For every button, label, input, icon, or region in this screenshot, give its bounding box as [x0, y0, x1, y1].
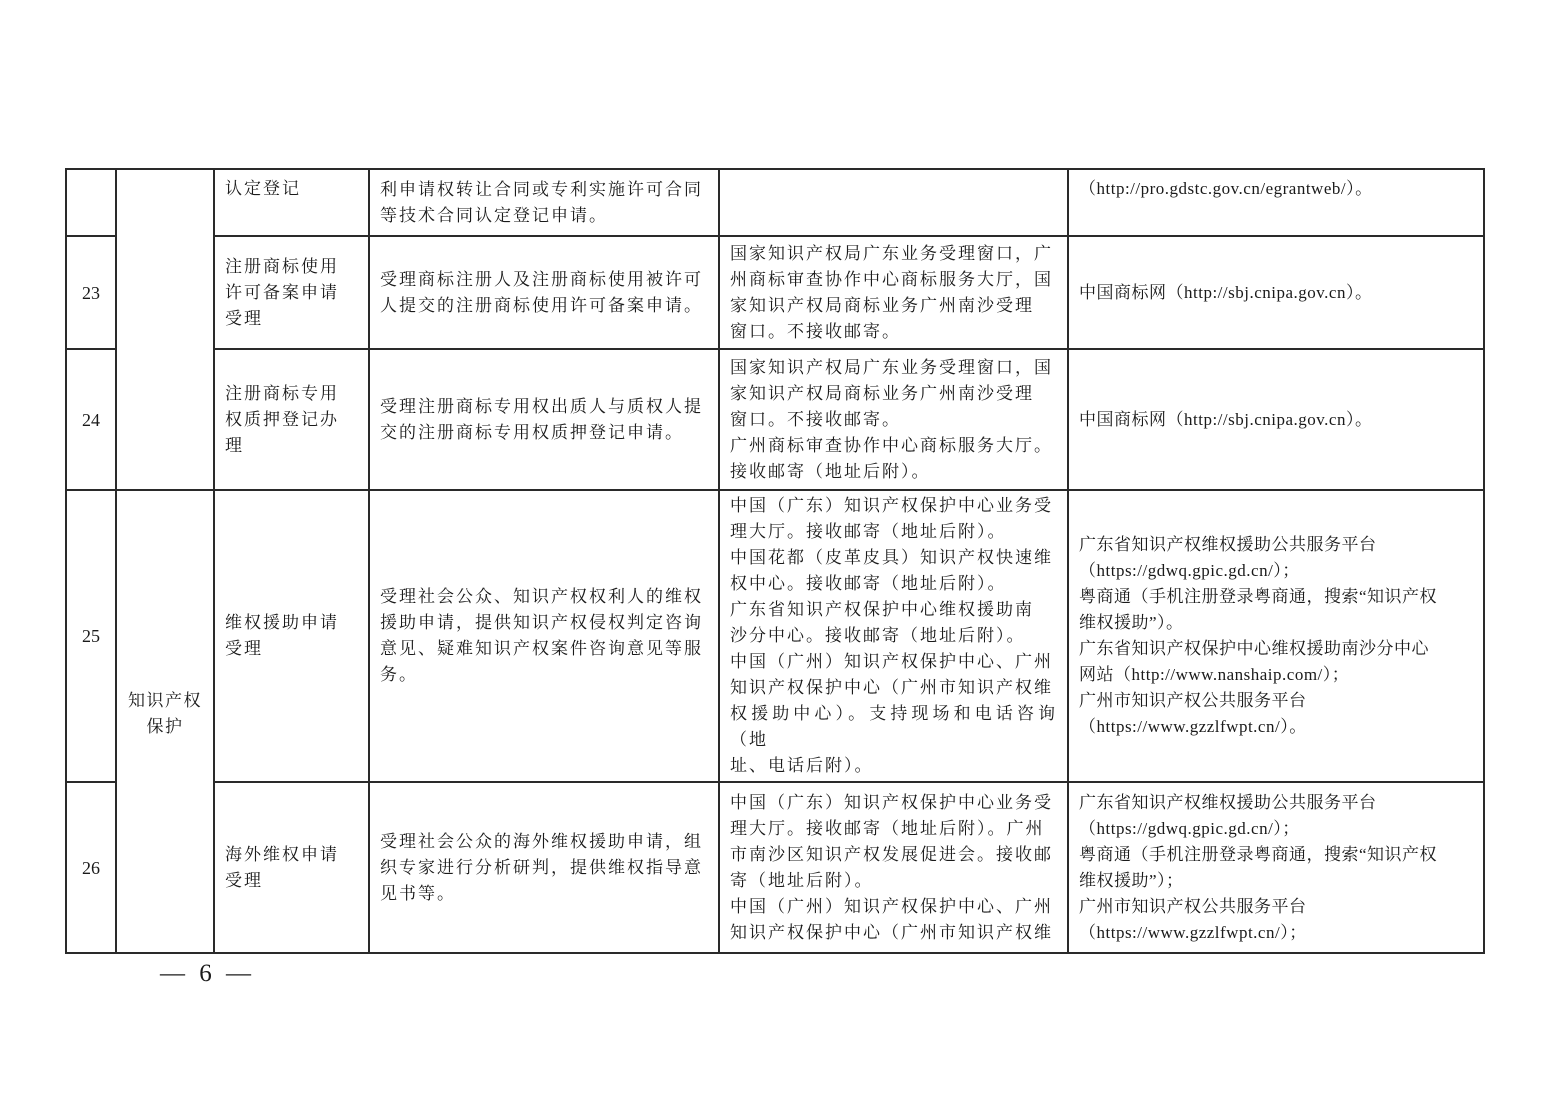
- row-number-cell: 26: [66, 782, 116, 953]
- content-text: 受理社会公众、知识产权权利人的维权 援助申请，提供知识产权侵权判定咨询 意见、疑难知识产权案件咨询意见等服 务。: [380, 587, 703, 685]
- row-number-cell: 23: [66, 236, 116, 349]
- location-text: 国家知识产权局广东业务受理窗口，广 州商标审查协作中心商标服务大厅，国 家知识产权局商标业务广州南沙受理 窗口。不接收邮寄。: [730, 243, 1053, 342]
- content-cell: [369, 236, 719, 349]
- category-cell-empty: [116, 169, 214, 490]
- website-cell: [1068, 782, 1484, 953]
- content-cell: [369, 490, 719, 782]
- location-cell: [719, 169, 1068, 236]
- website-cell: [1068, 236, 1484, 349]
- row-number-cell: 25: [66, 490, 116, 782]
- location-cell: [719, 349, 1068, 490]
- website-text: （http://pro.gdstc.gov.cn/egrantweb/）。: [1079, 179, 1373, 198]
- row-number-cell: 24: [66, 349, 116, 490]
- location-cell: [719, 782, 1068, 953]
- item-cell: [214, 782, 369, 953]
- item-text: 认定登记: [225, 179, 301, 199]
- item-text: 注册商标使用 许可备案申请 受理: [225, 256, 339, 329]
- item-text: 维权援助申请 受理: [225, 613, 339, 659]
- location-text: 国家知识产权局广东业务受理窗口，国 家知识产权局商标业务广州南沙受理 窗口。不接收邮寄。 广州商标审查协作中心商标服务大厅。 接收邮寄（地址后附）。: [730, 357, 1053, 482]
- category-text: 知识产权 保护: [128, 691, 202, 737]
- content-text: 受理商标注册人及注册商标使用被许可 人提交的注册商标使用许可备案申请。: [380, 269, 703, 316]
- website-text: 广东省知识产权维权援助公共服务平台 （https://gdwq.gpic.gd.cn/）； 粤商通（手机注册登录粤商通，搜索“知识产权 维权援助”）； 广州市知识产权公共服务平台 （https://www.gzzlfwpt.cn/）；: [1079, 792, 1438, 942]
- website-text: 中国商标网（http://sbj.cnipa.gov.cn）。: [1079, 282, 1373, 302]
- website-text: 广东省知识产权维权援助公共服务平台 （https://gdwq.gpic.gd.cn/）； 粤商通（手机注册登录粤商通，搜索“知识产权 维权援助”）。 广东省知识产权保护中心维权援助南沙分中心 网站（http://www.nanshaip.com/）； 广州市知识产权公共服务平台 （https://www.gzzlfwpt.cn/）。: [1079, 535, 1438, 736]
- location-cell: [719, 490, 1068, 782]
- table-row: [66, 490, 1484, 782]
- table-row: [66, 236, 1484, 349]
- item-cell: [214, 236, 369, 349]
- website-cell: [1068, 169, 1484, 236]
- content-text: 受理社会公众的海外维权援助申请，组 织专家进行分析研判，提供维权指导意 见书等。: [380, 831, 703, 904]
- location-text: 中国（广东）知识产权保护中心业务受 理大厅。接收邮寄（地址后附）。广州 市南沙区知识产权发展促进会。接收邮 寄（地址后附）。 中国（广州）知识产权保护中心、广州 知识产权保护中心（广州市知识产权维: [730, 792, 1053, 943]
- item-cell: [214, 490, 369, 782]
- item-text: 注册商标专用 权质押登记办 理: [225, 383, 339, 456]
- item-cell: [214, 349, 369, 490]
- location-cell: [719, 236, 1068, 349]
- row-number-cell: [66, 169, 116, 236]
- location-text: 中国（广东）知识产权保护中心业务受 理大厅。接收邮寄（地址后附）。 中国花都（皮革皮具）知识产权快速维 权中心。接收邮寄（地址后附）。 广东省知识产权保护中心维权援助南 沙分中心。接收邮寄（地址后附）。 中国（广州）知识产权保护中心、广州 知识产权保护中心（广州市知识产权维 权援助中心）。支持现场和电话咨询（地 址、电话后附）。: [730, 496, 1057, 776]
- website-cell: [1068, 490, 1484, 782]
- website-text: 中国商标网（http://sbj.cnipa.gov.cn）。: [1079, 409, 1373, 429]
- content-cell: [369, 782, 719, 953]
- page-number: — 6 —: [160, 960, 255, 987]
- item-cell: [214, 169, 369, 236]
- table-row: [66, 169, 1484, 236]
- content-cell: [369, 169, 719, 236]
- item-text: 海外维权申请 受理: [225, 844, 339, 891]
- table-row: [66, 349, 1484, 490]
- content-text: 受理注册商标专用权出质人与质权人提 交的注册商标专用权质押登记申请。: [380, 396, 703, 443]
- website-cell: [1068, 349, 1484, 490]
- services-table: [65, 168, 1485, 954]
- category-cell: [116, 490, 214, 953]
- table-row: [66, 782, 1484, 953]
- content-text: 利申请权转让合同或专利实施许可合同 等技术合同认定登记申请。: [380, 179, 703, 226]
- content-cell: [369, 349, 719, 490]
